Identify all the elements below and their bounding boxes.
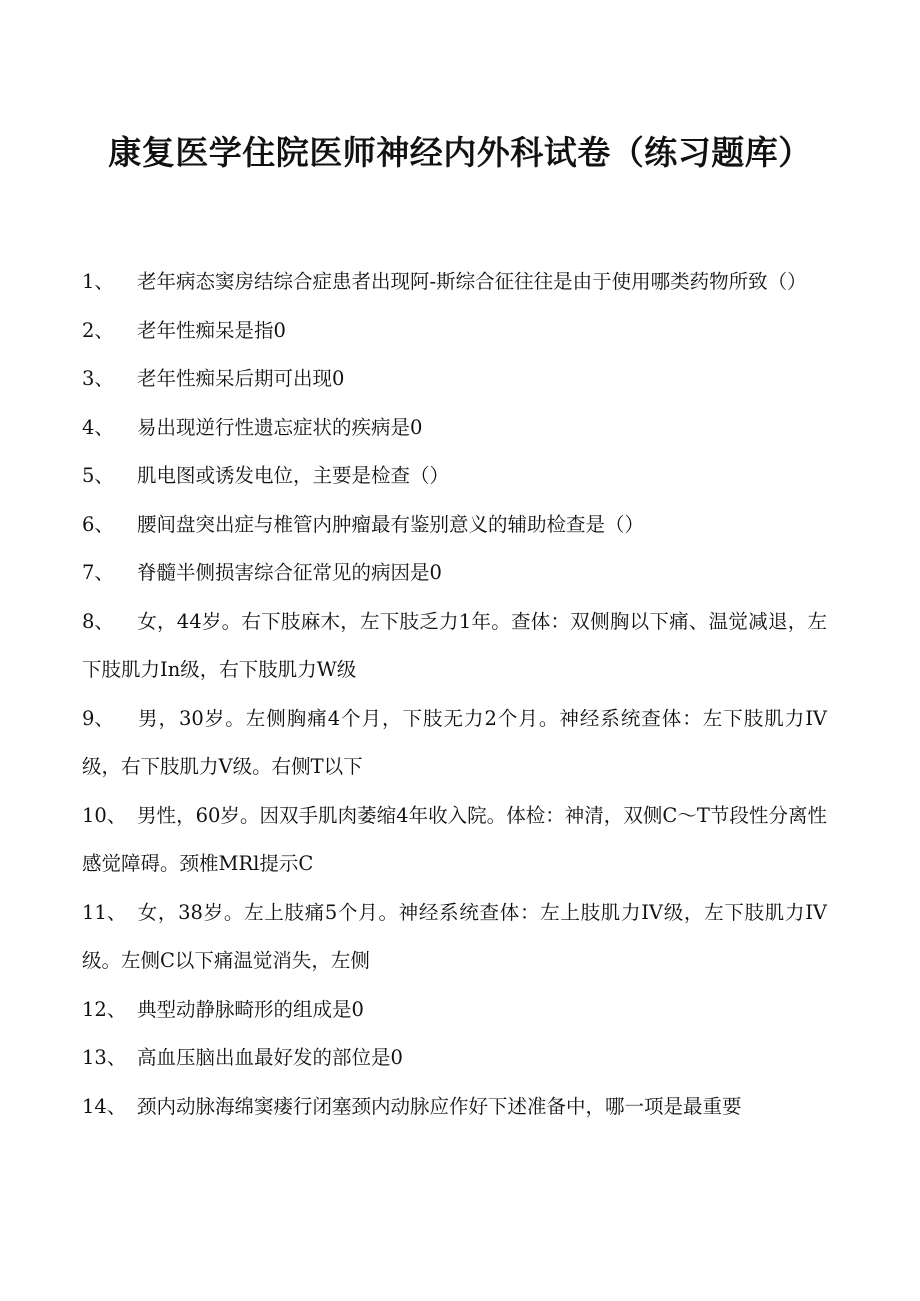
question-number: 9、: [82, 706, 114, 730]
question-item: [82, 404, 827, 453]
question-item: [82, 598, 827, 695]
question-text: 男，30岁。左侧胸痛4个月，下肢无力2个月。神经系统查体：左下肢肌力IV级，右下肢肌力V级。右侧T以下: [82, 706, 827, 778]
question-text: 老年性痴呆是指0: [137, 318, 286, 342]
question-number: 13、: [82, 1046, 127, 1069]
question-number: 5、: [82, 464, 114, 487]
question-number: 14、: [82, 1094, 127, 1118]
question-text: 老年病态窦房结综合症患者出现阿-斯综合征往往是由于使用哪类药物所致（）: [137, 270, 807, 293]
question-list: [82, 258, 827, 1131]
question-number: 10、: [82, 803, 127, 827]
question-number: 12、: [82, 997, 127, 1021]
question-number: 4、: [82, 415, 114, 439]
question-number: 1、: [82, 270, 114, 293]
question-item: [82, 307, 827, 356]
question-item: [82, 792, 827, 889]
question-number: 11、: [82, 900, 127, 924]
question-text: 男性，60岁。因双手肌肉萎缩4年收入院。体检：神清，双侧C～T节段性分离性感觉障碍。颈椎MRl提示C: [82, 803, 827, 875]
question-text: 女，38岁。左上肢痛5个月。神经系统查体：左上肢肌力IV级，左下肢肌力IV级。左侧C以下痛温觉消失，左侧: [82, 900, 827, 972]
question-item: [82, 889, 827, 986]
question-text: 脊髓半侧损害综合征常见的病因是0: [137, 561, 442, 584]
question-text: 易出现逆行性遗忘症状的疾病是0: [137, 415, 423, 439]
document-title: 康复医学住院医师神经内外科试卷（练习题库）: [108, 133, 812, 172]
question-number: 7、: [82, 561, 114, 584]
question-text: 典型动静脉畸形的组成是0: [137, 997, 364, 1021]
question-item: [82, 258, 827, 307]
question-number: 8、: [82, 609, 114, 633]
question-number: 2、: [82, 318, 114, 342]
question-number: 6、: [82, 512, 114, 536]
question-item: [82, 986, 827, 1035]
question-text: 腰间盘突出症与椎管内肿瘤最有鉴别意义的辅助检查是（）: [137, 512, 645, 536]
question-item: [82, 549, 827, 598]
question-text: 肌电图或诱发电位，主要是检查（）: [137, 464, 450, 487]
question-item: [82, 1083, 827, 1132]
question-item: [82, 1034, 827, 1083]
question-item: [82, 501, 827, 550]
question-item: [82, 452, 827, 501]
question-number: 3、: [82, 367, 114, 390]
question-text: 女，44岁。右下肢麻木，左下肢乏力1年。查体：双侧胸以下痛、温觉减退，左下肢肌力In级，右下肢肌力W级: [82, 609, 827, 681]
question-text: 老年性痴呆后期可出现0: [137, 367, 345, 390]
question-item: [82, 695, 827, 792]
question-item: [82, 355, 827, 404]
question-text: 颈内动脉海绵窦瘘行闭塞颈内动脉应作好下述准备中，哪一项是最重要: [137, 1094, 742, 1118]
question-text: 高血压脑出血最好发的部位是0: [137, 1046, 403, 1069]
